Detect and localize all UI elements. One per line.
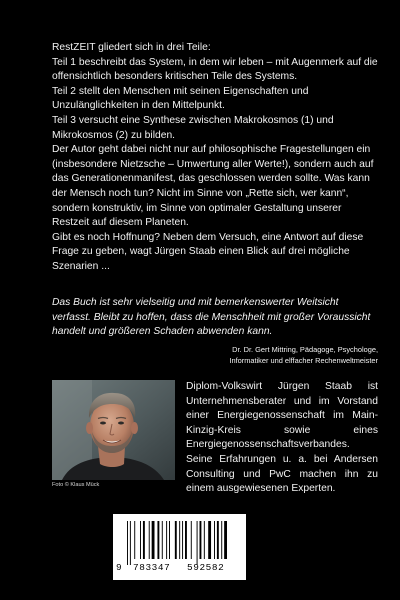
barcode-bar xyxy=(204,521,205,559)
attribution-line-2: Informatiker und elffacher Rechenweltmeister xyxy=(229,356,378,365)
barcode-bar xyxy=(162,521,163,559)
review-quote-text: Das Buch ist sehr vielseitig und mit bemerkenswerter Weitsicht verfasst. Bleibt zu hoffen, dass die Menschheit mit großer Voraussicht handelt und größeren Schaden abwenden kann. xyxy=(52,297,371,338)
author-photo xyxy=(52,380,175,480)
barcode-bar xyxy=(127,521,128,565)
barcode-bar xyxy=(175,521,177,559)
barcode-bar xyxy=(214,521,215,559)
isbn-barcode xyxy=(113,514,246,580)
intro-paragraph-6: Gibt es noch Hoffnung? Neben dem Versuch, eine Antwort auf diese Frage zu geben, wagt Jürgen Staab einen Blick auf drei mögliche Szenarien ... xyxy=(52,231,364,272)
barcode-bar xyxy=(169,521,170,559)
barcode-bar xyxy=(143,521,145,559)
intro-text xyxy=(52,41,378,275)
author-bio-text: Diplom-Volkswirt Jürgen Staab ist Unternehmensberater und im Vorstand einer Energiegenossenschaft im Main-Kinzig-Kreis sowie eines Energiegenossenschaftsverbandes. Seine Erfahrungen u. a. bei Andersen Consulting und PwC machen ihn zu einem ausgewiesenen Experten. xyxy=(186,381,378,495)
barcode-left-group: 783347 xyxy=(133,562,171,573)
barcode-bar xyxy=(157,521,159,559)
intro-paragraph-4: Teil 3 versucht eine Synthese zwischen Makrokosmos (1) und Mikrokosmos (2) zu bilden. xyxy=(52,114,334,141)
intro-paragraph-5: Der Autor geht dabei nicht nur auf philosophische Fragestellungen ein (insbesondere Nietzsche – Umwertung aller Werte!), sondern auch auf das Generationenmanifest, das geschlossen werden sollte. Was kann der Mensch noch tun? Nicht im Sinne von „Rette sich, wer kann“, sondern konstruktiv, im Sinne von optimaler Gestaltung unserer Restzeit auf diesem Planeten. xyxy=(52,144,374,229)
barcode-bar xyxy=(166,521,167,559)
barcode-bar xyxy=(152,521,155,559)
author-portrait-image xyxy=(52,380,175,480)
barcode-bar xyxy=(191,521,192,559)
barcode-bar xyxy=(134,521,135,559)
intro-paragraph-1: RestZEIT gliedert sich in drei Teile: xyxy=(52,42,211,53)
barcode-bar xyxy=(149,521,150,559)
barcode-bar xyxy=(200,521,202,559)
barcode-bar xyxy=(224,521,227,559)
review-quote xyxy=(52,296,378,340)
author-bio xyxy=(186,380,378,497)
barcode-bar xyxy=(221,521,222,559)
barcode-bar xyxy=(179,521,180,559)
photo-credit: Foto © Klaus Mück xyxy=(52,482,100,488)
barcode-bar xyxy=(182,521,183,559)
intro-paragraph-3: Teil 2 stellt den Menschen mit seinen Eigenschaften und Unzulänglichkeiten in den Mittelpunkt. xyxy=(52,85,309,112)
barcode-bar xyxy=(208,521,211,559)
barcode-bar xyxy=(197,521,198,565)
barcode-bar xyxy=(140,521,141,559)
barcode-bar xyxy=(185,521,187,559)
intro-paragraph-2: Teil 1 beschreibt das System, in dem wir leben – mit Augenmerk auf die offensichtlich besonders kritischen Teile des Systems. xyxy=(52,56,378,83)
barcode-first-digit: 9 xyxy=(116,562,123,573)
barcode-right-group: 592582 xyxy=(187,562,225,573)
attribution-line-1: Dr. Dr. Gert Mittring, Pädagoge, Psychologe, xyxy=(232,345,378,354)
barcode-bar xyxy=(130,521,131,565)
barcode-bars xyxy=(125,521,234,565)
barcode-bar xyxy=(217,521,219,559)
quote-attribution xyxy=(78,344,378,366)
